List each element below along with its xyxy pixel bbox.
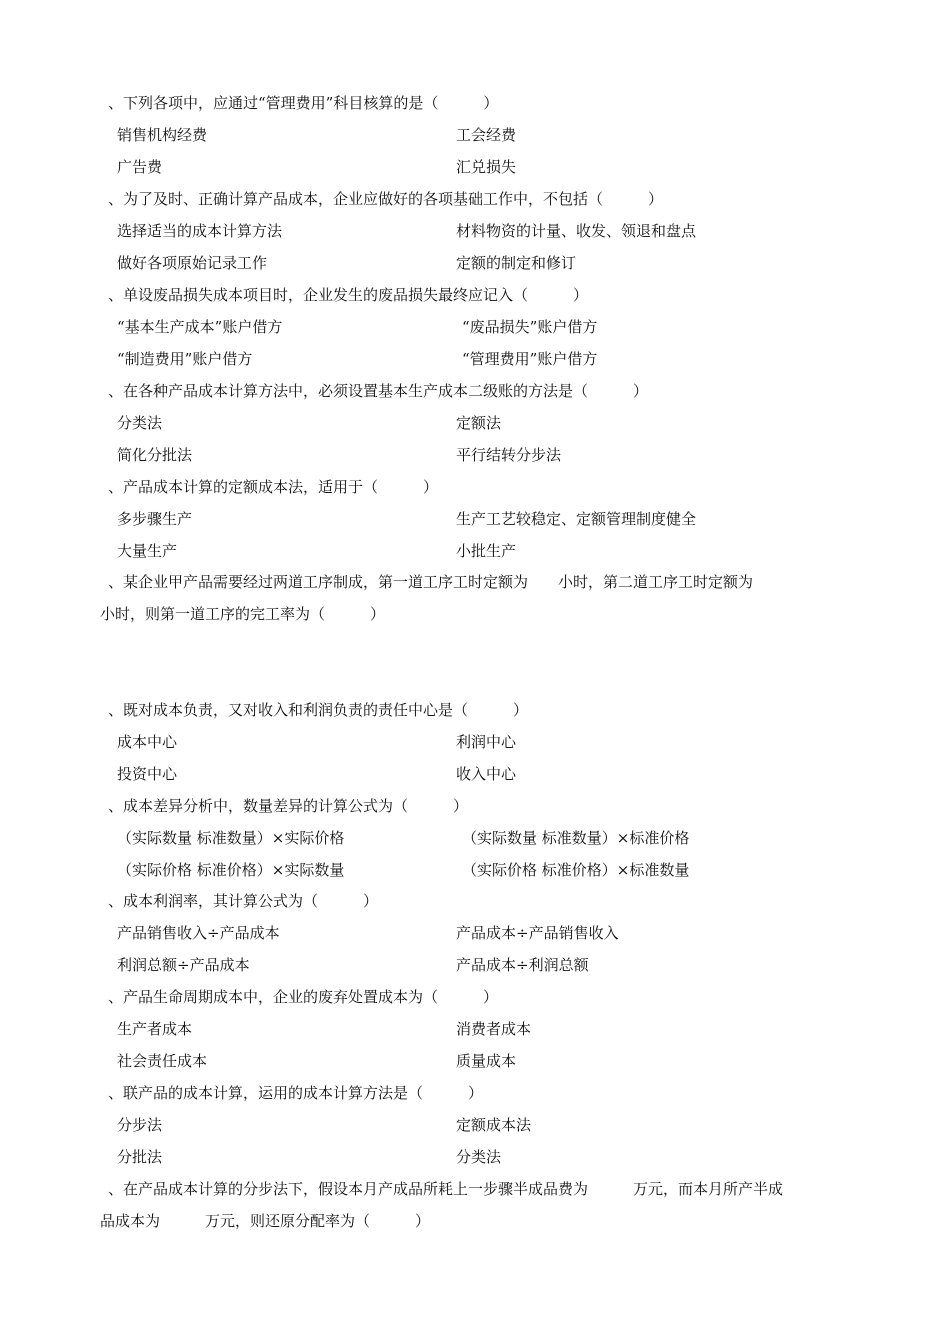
q8-option-b: （实际数量 标准数量）×标准价格 xyxy=(462,829,690,847)
question-7-stem: 、既对成本负责，又对收入和利润负责的责任中心是（ ） xyxy=(108,701,529,719)
q7-option-a: 成本中心 xyxy=(117,733,178,751)
q5-option-d: 小批生产 xyxy=(456,542,517,560)
question-5-stem: 、产品成本计算的定额成本法，适用于（ ） xyxy=(108,478,439,496)
question-6-stem-continued: 小时，则第一道工序的完工率为（ ） xyxy=(100,605,386,623)
q11-option-a: 分步法 xyxy=(117,1116,163,1134)
q9-option-c: 利润总额÷产品成本 xyxy=(117,956,250,974)
q5-option-a: 多步骤生产 xyxy=(117,510,193,528)
question-1-stem: 、下列各项中，应通过“管理费用”科目核算的是（ ） xyxy=(108,94,499,112)
q8-option-a: （实际数量 标准数量）×实际价格 xyxy=(117,829,345,847)
question-6-stem: 、某企业甲产品需要经过两道工序制成，第一道工序工时定额为 小时，第二道工序工时定额为 xyxy=(108,573,754,591)
q8-option-d: （实际价格 标准价格）×标准数量 xyxy=(462,861,690,879)
q11-option-b: 定额成本法 xyxy=(456,1116,532,1134)
q1-option-d: 汇兑损失 xyxy=(456,158,517,176)
q2-option-d: 定额的制定和修订 xyxy=(456,254,577,272)
q7-option-c: 投资中心 xyxy=(117,765,178,783)
q11-option-d: 分类法 xyxy=(456,1148,502,1166)
q3-option-a: “基本生产成本”账户借方 xyxy=(117,318,283,336)
question-4-stem: 、在各种产品成本计算方法中，必须设置基本生产成本二级账的方法是（ ） xyxy=(108,382,649,400)
q8-option-c: （实际价格 标准价格）×实际数量 xyxy=(117,861,345,879)
q1-option-b: 工会经费 xyxy=(456,126,517,144)
q5-option-b: 生产工艺较稳定、定额管理制度健全 xyxy=(456,510,697,528)
q9-option-d: 产品成本÷利润总额 xyxy=(456,956,589,974)
q1-option-c: 广告费 xyxy=(117,158,163,176)
q9-option-a: 产品销售收入÷产品成本 xyxy=(117,924,280,942)
q10-option-d: 质量成本 xyxy=(456,1052,517,1070)
q11-option-c: 分批法 xyxy=(117,1148,163,1166)
q3-option-c: “制造费用”账户借方 xyxy=(117,350,253,368)
q2-option-c: 做好各项原始记录工作 xyxy=(117,254,268,272)
q2-option-a: 选择适当的成本计算方法 xyxy=(117,222,283,240)
q9-option-b: 产品成本÷产品销售收入 xyxy=(456,924,619,942)
q4-option-b: 定额法 xyxy=(456,414,502,432)
question-3-stem: 、单设废品损失成本项目时，企业发生的废品损失最终应记入（ ） xyxy=(108,286,589,304)
question-2-stem: 、为了及时、正确计算产品成本，企业应做好的各项基础工作中，不包括（ ） xyxy=(108,190,664,208)
q7-option-b: 利润中心 xyxy=(456,733,517,751)
question-11-stem: 、联产品的成本计算，运用的成本计算方法是（ ） xyxy=(108,1084,484,1102)
question-8-stem: 、成本差异分析中，数量差异的计算公式为（ ） xyxy=(108,797,469,815)
q3-option-d: “管理费用”账户借方 xyxy=(462,350,598,368)
q4-option-c: 简化分批法 xyxy=(117,446,193,464)
q5-option-c: 大量生产 xyxy=(117,542,178,560)
q3-option-b: “废品损失”账户借方 xyxy=(462,318,598,336)
q2-option-b: 材料物资的计量、收发、领退和盘点 xyxy=(456,222,697,240)
q10-option-b: 消费者成本 xyxy=(456,1020,532,1038)
question-9-stem: 、成本利润率，其计算公式为（ ） xyxy=(108,892,379,910)
q4-option-d: 平行结转分步法 xyxy=(456,446,562,464)
q10-option-c: 社会责任成本 xyxy=(117,1052,208,1070)
q4-option-a: 分类法 xyxy=(117,414,163,432)
q10-option-a: 生产者成本 xyxy=(117,1020,193,1038)
question-12-stem-continued: 品成本为 万元，则还原分配率为（ ） xyxy=(100,1212,431,1230)
question-12-stem: 、在产品成本计算的分步法下，假设本月产成品所耗上一步骤半成品费为 万元，而本月所产半成 xyxy=(108,1180,784,1198)
q7-option-d: 收入中心 xyxy=(456,765,517,783)
q1-option-a: 销售机构经费 xyxy=(117,126,208,144)
question-10-stem: 、产品生命周期成本中，企业的废弃处置成本为（ ） xyxy=(108,988,499,1006)
